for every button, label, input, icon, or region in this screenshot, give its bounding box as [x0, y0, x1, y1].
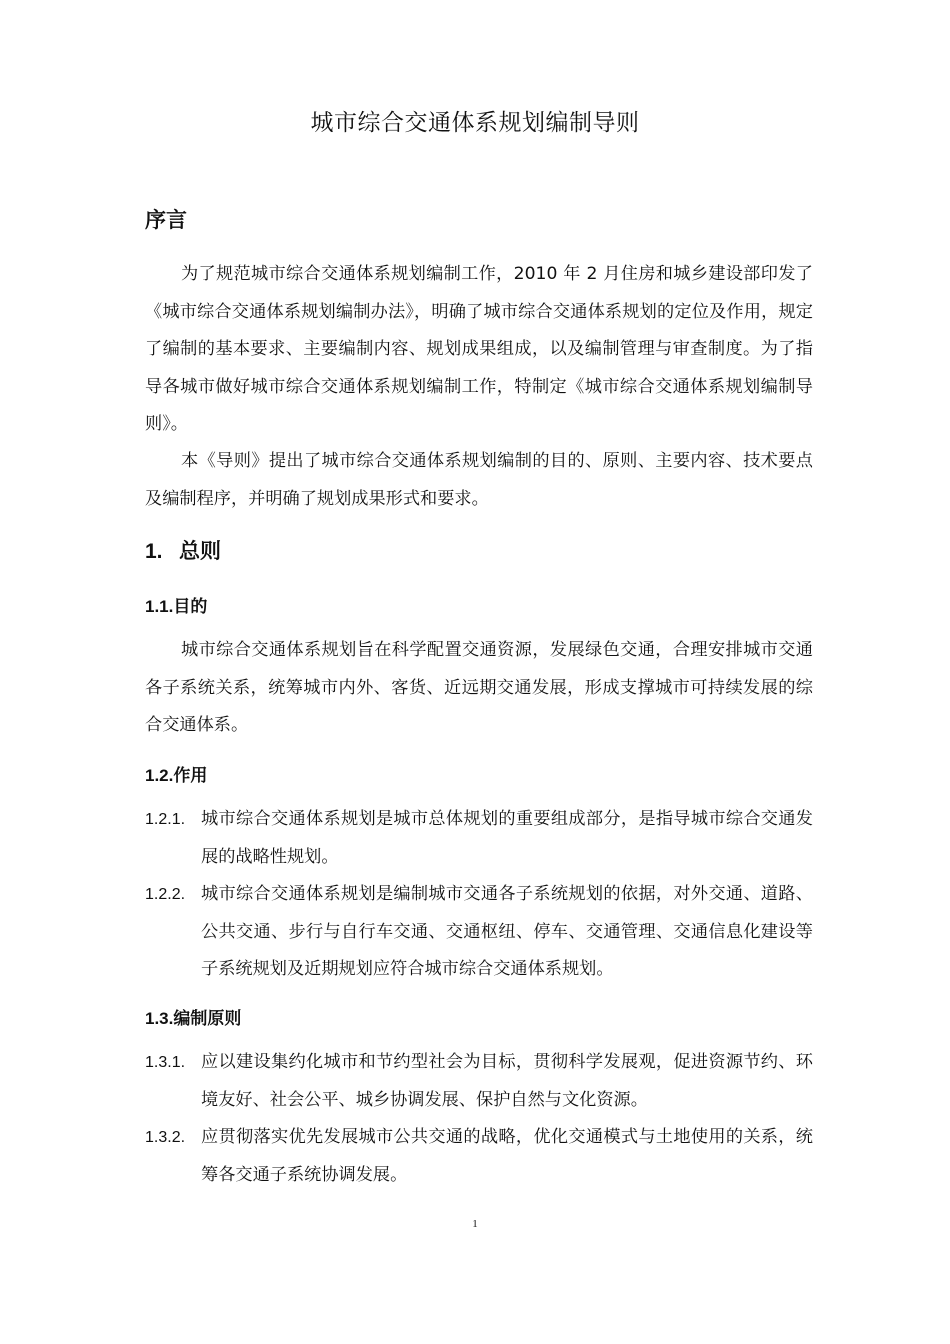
list-item-1-3-1 [145, 1044, 813, 1119]
item-text: 城市综合交通体系规划是编制城市交通各子系统规划的依据，对外交通、道路、公共交通、步行与自行车交通、交通枢纽、停车、交通管理、交通信息化建设等子系统规划及近期规划应符合城市综合交通体系规划。 [201, 884, 813, 979]
section-title: 作用 [173, 766, 208, 786]
list-item-1-2-2 [145, 876, 813, 989]
section-1-2-heading [145, 761, 207, 786]
section-1-heading [145, 535, 221, 565]
item-number: 1.3.1. [145, 1054, 186, 1071]
page-number: 1 [472, 1218, 478, 1230]
section-title: 编制原则 [173, 1009, 242, 1029]
item-text: 城市综合交通体系规划是城市总体规划的重要组成部分，是指导城市综合交通发展的战略性规划。 [201, 809, 813, 867]
document-title: 城市综合交通体系规划编制导则 [310, 110, 640, 136]
preface-heading: 序言 [145, 208, 187, 232]
section-title: 目的 [173, 597, 208, 617]
item-text: 应以建设集约化城市和节约型社会为目标，贯彻科学发展观，促进资源节约、环境友好、社会公平、城乡协调发展、保护自然与文化资源。 [201, 1052, 813, 1110]
section-title: 总则 [179, 539, 221, 563]
section-1-1-heading [145, 592, 207, 617]
item-number: 1.2.2. [145, 886, 186, 903]
item-number: 1.2.1. [145, 811, 186, 828]
section-number: 1.2. [145, 766, 174, 785]
section-1-1-paragraph: 城市综合交通体系规划旨在科学配置交通资源，发展绿色交通，合理安排城市交通各子系统关系，统筹城市内外、客货、近远期交通发展，形成支撑城市可持续发展的综合交通体系。 [145, 640, 813, 735]
section-number: 1. [145, 540, 163, 563]
list-item-1-3-2 [145, 1119, 813, 1194]
item-text: 应贯彻落实优先发展城市公共交通的战略，优化交通模式与土地使用的关系，统筹各交通子系统协调发展。 [201, 1127, 813, 1185]
section-number: 1.1. [145, 597, 174, 616]
item-number: 1.3.2. [145, 1129, 186, 1146]
section-number: 1.3. [145, 1009, 174, 1028]
section-1-3-heading [145, 1004, 241, 1029]
list-item-1-2-1 [145, 801, 813, 876]
preface-paragraph-1: 为了规范城市综合交通体系规划编制工作，2010 年 2 月住房和城乡建设部印发了《城市综合交通体系规划编制办法》，明确了城市综合交通体系规划的定位及作用，规定了编制的基本要求、主要编制内容、规划成果组成，以及编制管理与审查制度。为了指导各城市做好城市综合交通体系规划编制工作，特制定《城市综合交通体系规划编制导则》。 [145, 264, 813, 434]
preface-paragraph-2: 本《导则》提出了城市综合交通体系规划编制的目的、原则、主要内容、技术要点及编制程序，并明确了规划成果形式和要求。 [145, 451, 813, 509]
